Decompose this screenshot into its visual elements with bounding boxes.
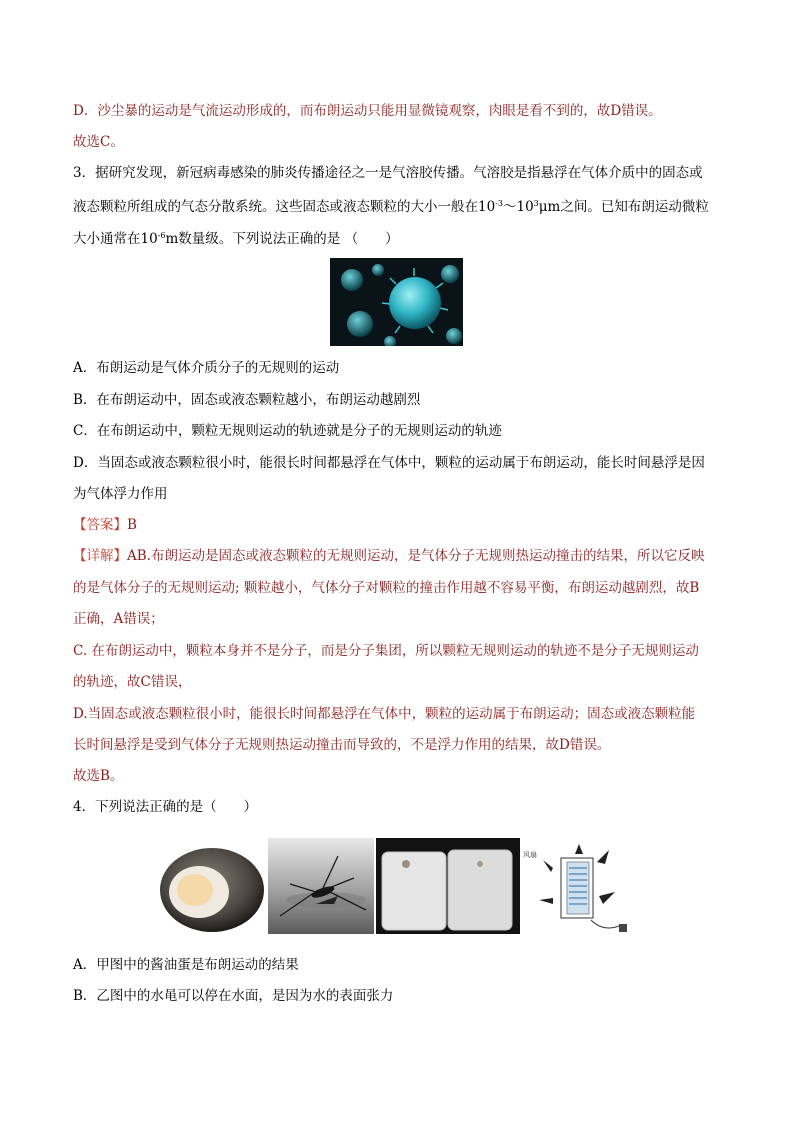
q3-option-d-line2: 为气体浮力作用 — [73, 486, 168, 502]
q3-detail-line7: 长时间悬浮是受到气体分子无规则热运动撞击而导致的，不是浮力作用的结果，故D错误。 — [73, 737, 611, 753]
q3-option-a: A．布朗运动是气体介质分子的无规则的运动 — [73, 360, 340, 376]
q3-stem-line3: 大小通常在$10^{-6}m$数量级。下列说法正确的是 （ ） — [73, 231, 399, 247]
q3-detail-line6: D.当固态或液态颗粒很小时，能很长时间都悬浮在气体中，颗粒的运动属于布朗运动；固态或液态颗粒能 — [73, 706, 696, 722]
q4-option-a: A．甲图中的酱油蛋是布朗运动的结果 — [73, 957, 299, 973]
q4-option-b: B．乙图中的水黾可以停在水面，是因为水的表面张力 — [73, 988, 394, 1004]
q4-stem: 4．下列说法正确的是（ ） — [73, 799, 258, 815]
fridge-diagram-image — [523, 840, 635, 936]
fan-label: 风扇 — [523, 851, 537, 859]
q3-stem-line1: 3．据研究发现，新冠病毒感染的肺炎传播途径之一是气溶胶传播。气溶胶是指悬浮在气体介质中的固态或 — [73, 165, 703, 181]
q3-stem-line2: 液态颗粒所组成的气态分散系统。这些固态或液态颗粒的大小一般在$10^{-3}\sim 10^3\mu m$之间。已知布朗运动微粒 — [73, 199, 709, 215]
q3-answer: 【答案】B — [73, 517, 137, 533]
q3-detail-line4: C. 在布朗运动中，颗粒本身并不是分子，而是分子集团，所以颗粒无规则运动的轨迹不是分子无规则运动 — [73, 643, 699, 659]
egg-image — [157, 840, 267, 935]
prev-option-d: D．沙尘暴的运动是气流运动形成的，而布朗运动只能用显微镜观察，肉眼是看不到的，故D错误。 — [73, 103, 662, 119]
cubes-image — [376, 838, 520, 934]
q3-detail-line5: 的轨迹，故C错误， — [73, 674, 192, 690]
q3-detail-line1: 【详解】AB.布朗运动是固态或液态颗粒的无规则运动，是气体分子无规则热运动撞击的结果，所以它反映 — [73, 548, 705, 564]
q3-conclusion: 故选B。 — [73, 768, 124, 784]
prev-conclusion: 故选C。 — [73, 134, 124, 150]
virus-image — [330, 258, 463, 346]
q3-option-d-line1: D．当固态或液态颗粒很小时，能很长时间都悬浮在气体中，颗粒的运动属于布朗运动，能长时间悬浮是因 — [73, 455, 705, 471]
water-strider-image — [268, 838, 374, 934]
q3-option-c: C．在布朗运动中，颗粒无规则运动的轨迹就是分子的无规则运动的轨迹 — [73, 423, 502, 439]
q3-detail-line3: 正确，A错误； — [73, 611, 164, 627]
q3-option-b: B．在布朗运动中，固态或液态颗粒越小，布朗运动越剧烈 — [73, 392, 421, 408]
q3-detail-line2: 的是气体分子的无规则运动; 颗粒越小，气体分子对颗粒的撞击作用越不容易平衡，布朗运动越剧烈，故B — [73, 580, 700, 596]
